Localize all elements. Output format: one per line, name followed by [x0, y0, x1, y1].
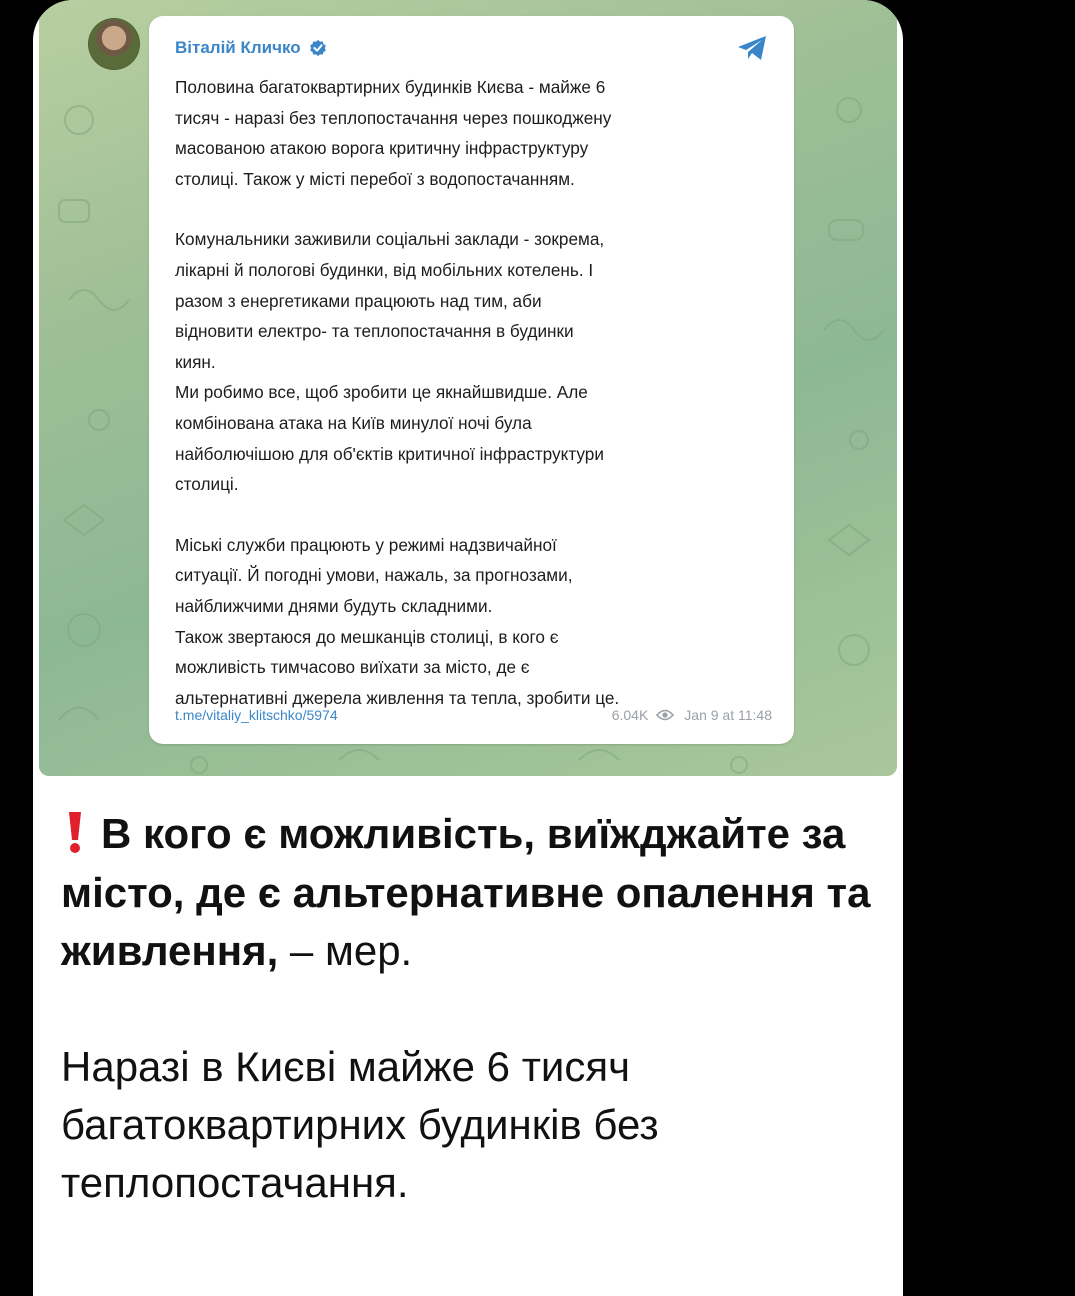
post-link[interactable]: t.me/vitaliy_klitschko/5974	[175, 707, 338, 723]
message-paragraph-1: Половина багатоквартирних будинків Києва - майже 6 тисяч - наразі без теплопостачання через пошкоджену масованою атакою ворога критичну інфраструктуру столиці. Також у місті перебої з водопостачанням.	[175, 77, 612, 189]
telegram-screenshot	[39, 0, 897, 776]
telegram-message-bubble	[149, 16, 794, 744]
caption-body: Наразі в Києві майже 6 тисяч багатоквартирних будинків без теплопостачання.	[61, 1042, 659, 1206]
message-paragraph-2: Комунальники заживили соціальні заклади - зокрема, лікарні й пологові будинки, від мобільних котелень. І разом з енергетиками працюють над тим, аби відновити електро- та теплопостачання в будинки киян. Ми робимо все, щоб зробити це якнайшвидше. Але комбінована атака на Київ минулої ночі була найболючішою для об'єктів критичної інфраструктури столиці.	[175, 229, 605, 495]
caption-headline	[61, 805, 881, 981]
message-footer	[175, 704, 772, 726]
author-avatar[interactable]	[88, 18, 140, 70]
post-card	[33, 0, 903, 1296]
message-meta	[612, 707, 772, 723]
message-paragraph-3: Міські служби працюють у режимі надзвичайної ситуації. Й погодні умови, нажаль, за прогнозами, найближчими днями будуть складними. Також звертаюся до мешканців столиці, в кого є можливість тимчасово виїхати за місто, де є альтернативні джерела живлення та тепла, зробити це.	[175, 534, 620, 708]
author-name[interactable]: Віталій Кличко	[175, 38, 301, 57]
telegram-share-icon[interactable]	[736, 34, 768, 62]
message-text	[175, 72, 775, 713]
post-caption	[61, 805, 881, 1212]
verified-badge-icon	[309, 39, 327, 57]
message-date: Jan 9 at 11:48	[684, 707, 772, 723]
eye-icon	[656, 709, 674, 721]
message-header	[175, 36, 327, 60]
caption-headline-bold: В кого є можливість, виїжджайте за місто, де є альтернативне опалення та живлення,	[61, 810, 871, 974]
caption-headline-attribution: – мер.	[278, 927, 413, 974]
view-count: 6.04K	[611, 707, 649, 723]
red-exclamation-icon	[61, 810, 89, 854]
